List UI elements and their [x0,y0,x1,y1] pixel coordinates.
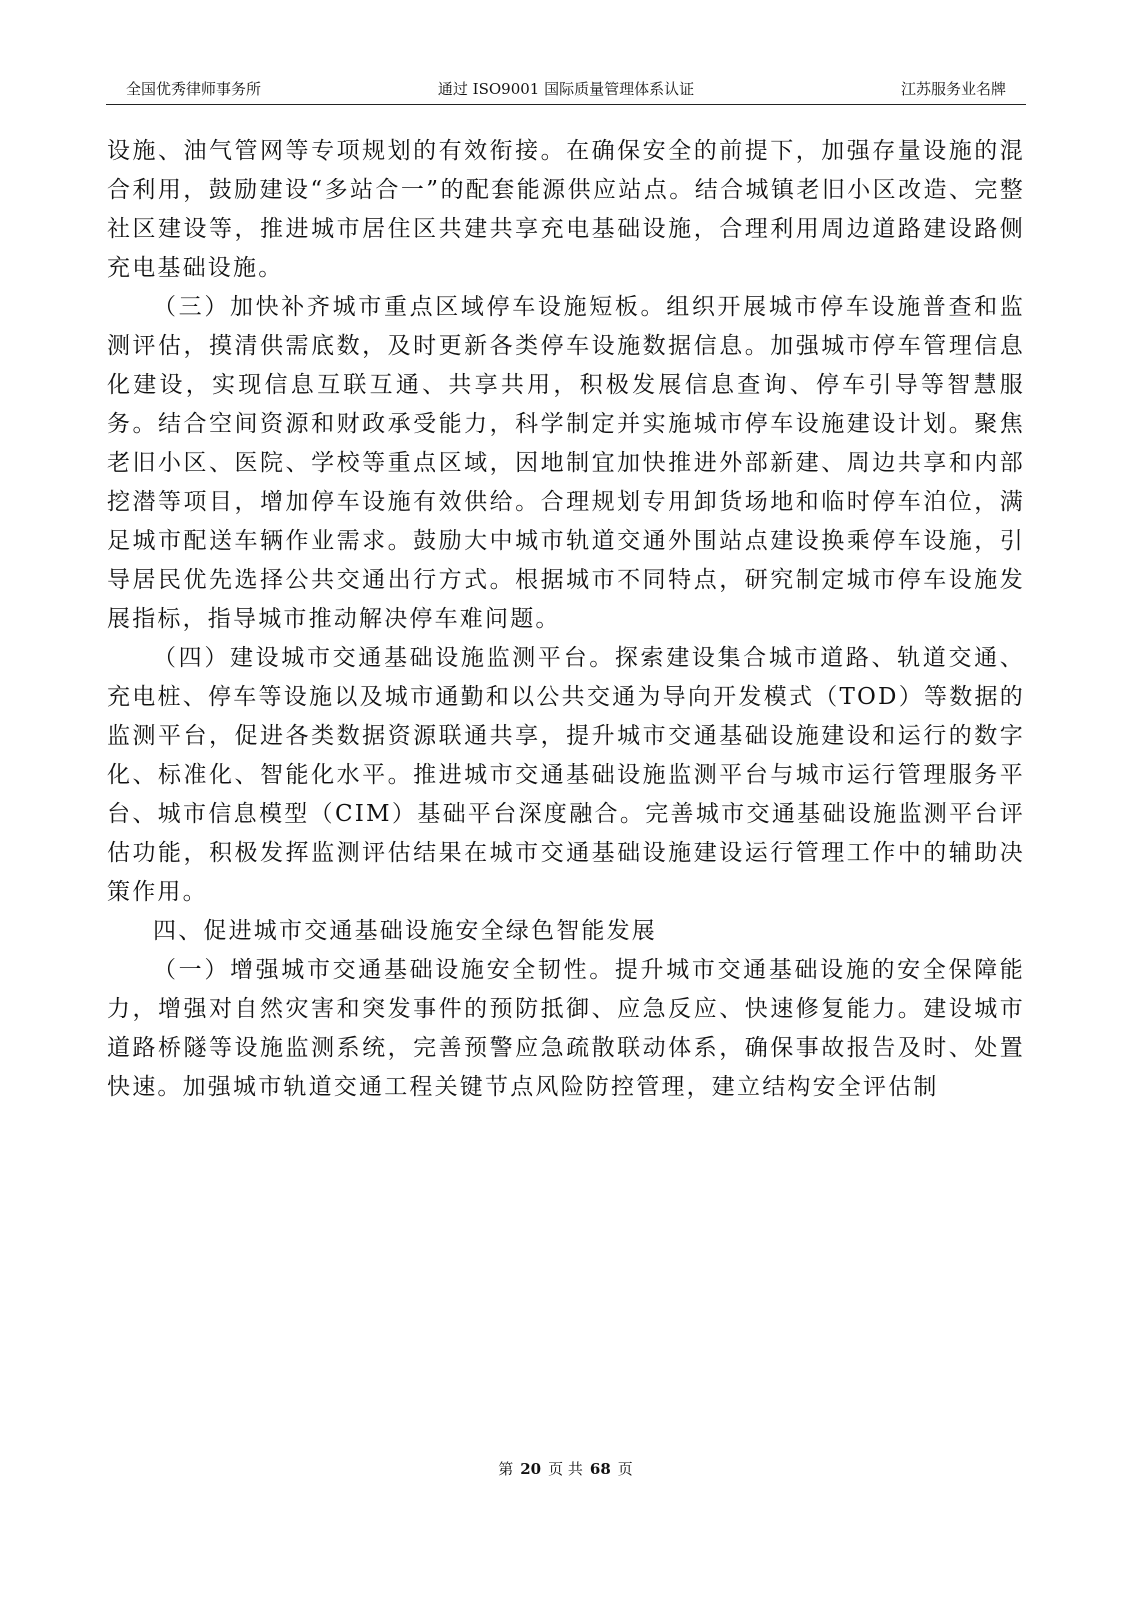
paragraph-continuation: 设施、油气管网等专项规划的有效衔接。在确保安全的前提下，加强存量设施的混合利用，鼓励建设“多站合一”的配套能源供应站点。结合城镇老旧小区改造、完整社区建设等，推进城市居住区共建共享充电基础设施，合理利用周边道路建设路侧充电基础设施。 [107,138,1025,281]
footer-total-pages: 68 [589,1460,611,1478]
page-footer [0,1459,1131,1479]
paragraph-section-4: （四）建设城市交通基础设施监测平台。探索建设集合城市道路、轨道交通、充电桩、停车等设施以及城市通勤和以公共交通为导向开发模式（TOD）等数据的监测平台，促进各类数据资源联通共享，提升城市交通基础设施建设和运行的数字化、标准化、智能化水平。推进城市交通基础设施监测平台与城市运行管理服务平台、城市信息模型（CIM）基础平台深度融合。完善城市交通基础设施监测平台评估功能，积极发挥监测评估结果在城市交通基础设施建设运行管理工作中的辅助决策作用。 [107,645,1025,905]
footer-middle: 页 共 [548,1460,583,1478]
header-right-text: 江苏服务业名牌 [900,80,1006,98]
footer-page-number: 20 [520,1460,542,1478]
header-center-text: 通过 ISO9001 国际质量管理体系认证 [437,80,695,98]
footer-suffix: 页 [617,1460,633,1478]
header-left-text: 全国优秀律师事务所 [126,80,262,98]
paragraph-section-3: （三）加快补齐城市重点区域停车设施短板。组织开展城市停车设施普查和监测评估，摸清供需底数，及时更新各类停车设施数据信息。加强城市停车管理信息化建设，实现信息互联互通、共享共用，积极发展信息查询、停车引导等智慧服务。结合空间资源和财政承受能力，科学制定并实施城市停车设施建设计划。聚焦老旧小区、医院、学校等重点区域，因地制宜加快推进外部新建、周边共享和内部挖潜等项目，增加停车设施有效供给。合理规划专用卸货场地和临时停车泊位，满足城市配送车辆作业需求。鼓励大中城市轨道交通外围站点建设换乘停车设施，引导居民优先选择公共交通出行方式。根据城市不同特点，研究制定城市停车设施发展指标，指导城市推动解决停车难问题。 [107,294,1025,632]
paragraph-subsection-1: （一）增强城市交通基础设施安全韧性。提升城市交通基础设施的安全保障能力，增强对自然灾害和突发事件的预防抵御、应急反应、快速修复能力。建设城市道路桥隧等设施监测系统，完善预警应急疏散联动体系，确保事故报告及时、处置快速。加强城市轨道交通工程关键节点风险防控管理，建立结构安全评估制 [107,957,1025,1100]
section-heading-4: 四、促进城市交通基础设施安全绿色智能发展 [153,918,657,944]
document-body [107,132,1025,1107]
footer-prefix: 第 [498,1460,514,1478]
page-header [106,78,1026,105]
